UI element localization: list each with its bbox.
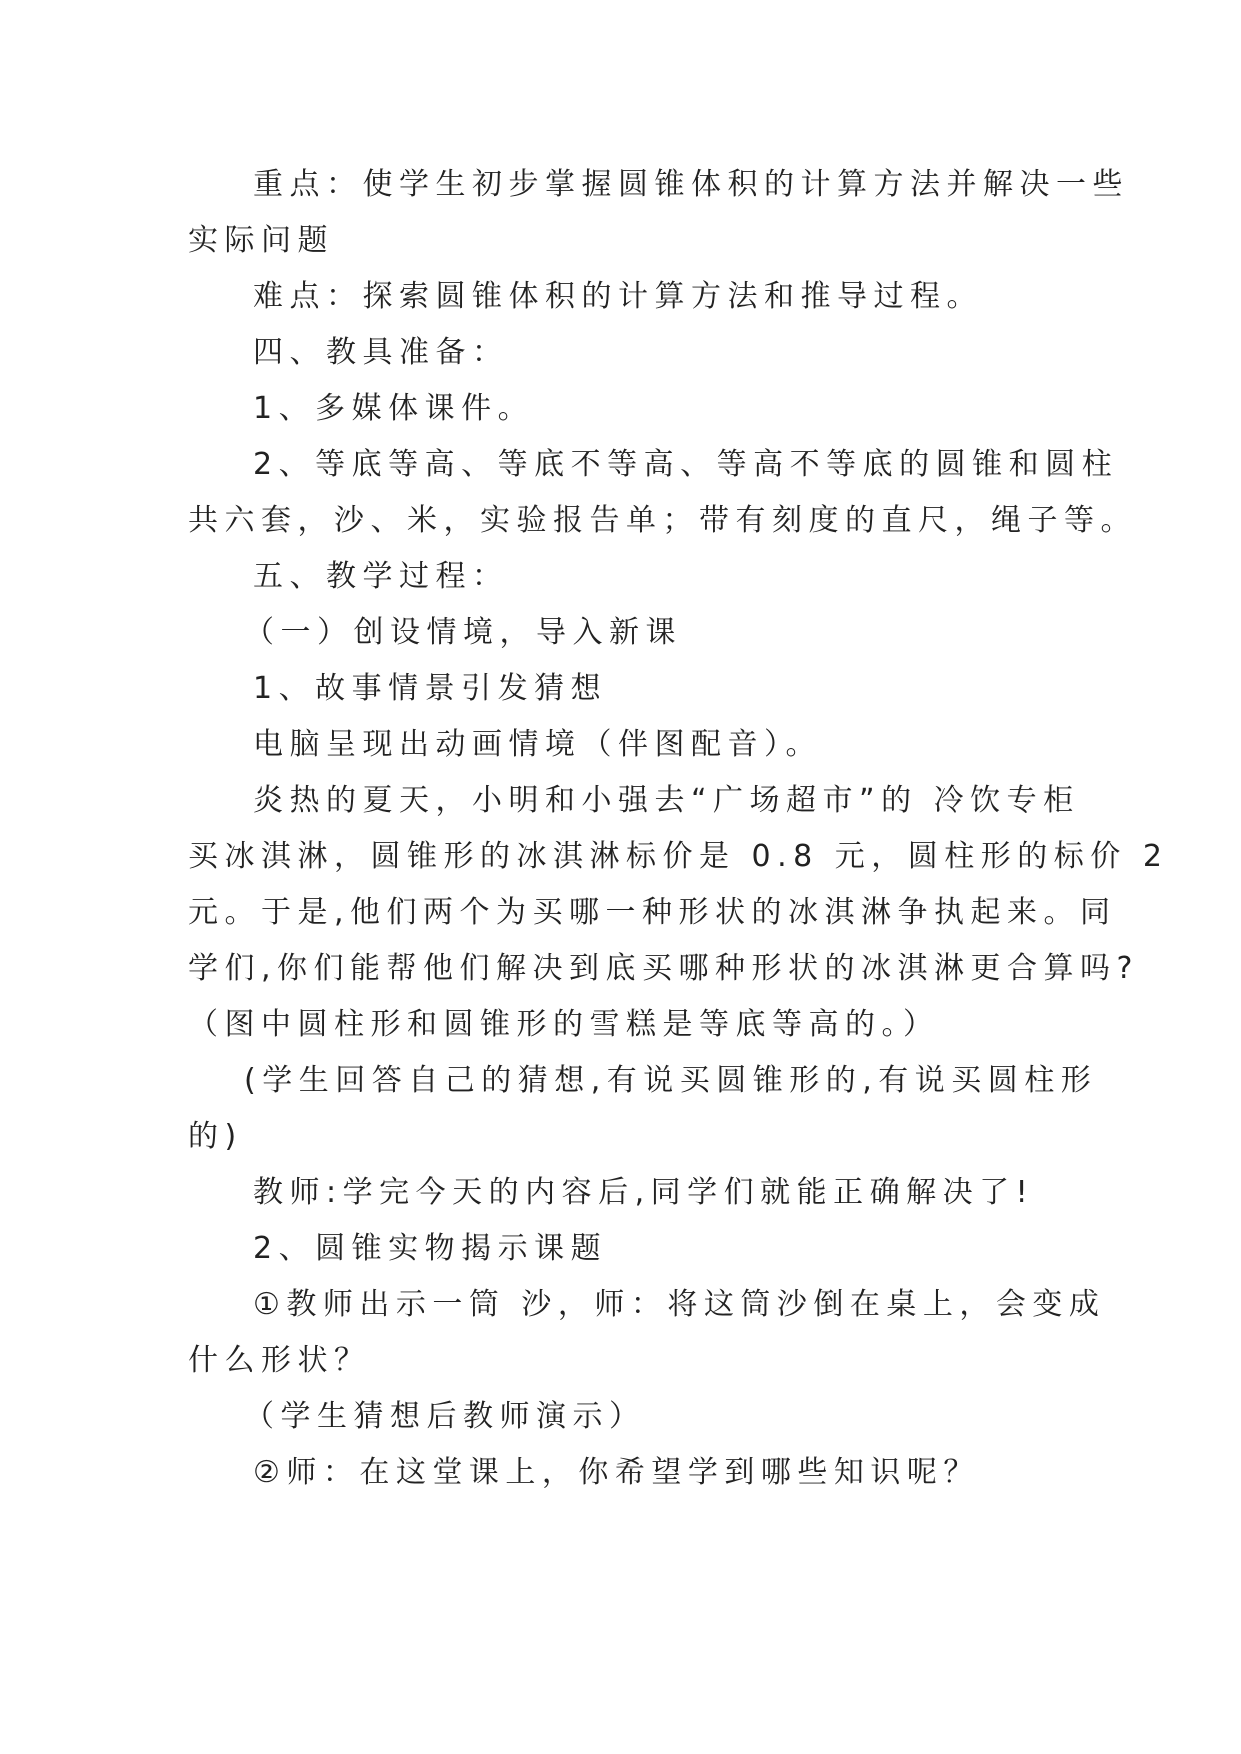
paragraph-student-guesses: (学生回答自己的猜想,有说买圆锥形的,有说买圆柱形 [244,1063,1098,1098]
section-heading-materials: 四、教具准备： [253,335,509,370]
paragraph-sand-demo-cont: 什么形状？ [188,1343,371,1378]
paragraph-story-note: （图中圆柱形和圆锥形的雪糕是等底等高的。） [188,1007,940,1042]
paragraph-demo-note: （学生猜想后教师演示） [244,1399,646,1434]
step-heading-2: 2、圆锥实物揭示课题 [253,1231,608,1266]
paragraph-sand-demo: ①教师出示一筒 沙，师：将这筒沙倒在桌上，会变成 [253,1287,1106,1322]
subsection-heading: （一）创设情境，导入新课 [244,615,682,650]
paragraph-teacher: 教师:学完今天的内容后,同学们就能正确解决了! [253,1175,1035,1210]
step-heading-1: 1、故事情景引发猜想 [253,671,608,706]
paragraph-difficulties: 难点：探索圆锥体积的计算方法和推导过程。 [253,279,983,314]
list-item-2: 2、等底等高、等底不等高、等高不等底的圆锥和圆柱 [253,447,1119,482]
paragraph-student-guesses-cont: 的) [188,1119,243,1154]
paragraph-story-cont-2: 元。于是,他们两个为买哪一种形状的冰淇淋争执起来。同 [188,895,1117,930]
paragraph-animation: 电脑呈现出动画情境（伴图配音）。 [253,727,822,762]
paragraph-story-cont-3: 学们,你们能帮他们解决到底买哪种形状的冰淇淋更合算吗? [188,951,1139,986]
paragraph-key-points-cont: 实际问题 [188,223,334,258]
section-heading-process: 五、教学过程： [253,559,509,594]
paragraph-question: ②师：在这堂课上，你希望学到哪些知识呢？ [253,1455,980,1490]
list-item-2-cont: 共六套，沙、米，实验报告单；带有刻度的直尺，绳子等。 [188,503,1137,538]
paragraph-key-points: 重点：使学生初步掌握圆锥体积的计算方法并解决一些 [253,167,1129,202]
list-item-1: 1、多媒体课件。 [253,391,535,426]
paragraph-story: 炎热的夏天，小明和小强去“广场超市”的 冷饮专柜 [253,783,1080,818]
paragraph-story-cont-1: 买冰淇淋，圆锥形的冰淇淋标价是 0.8 元，圆柱形的标价 2 [188,839,1169,874]
